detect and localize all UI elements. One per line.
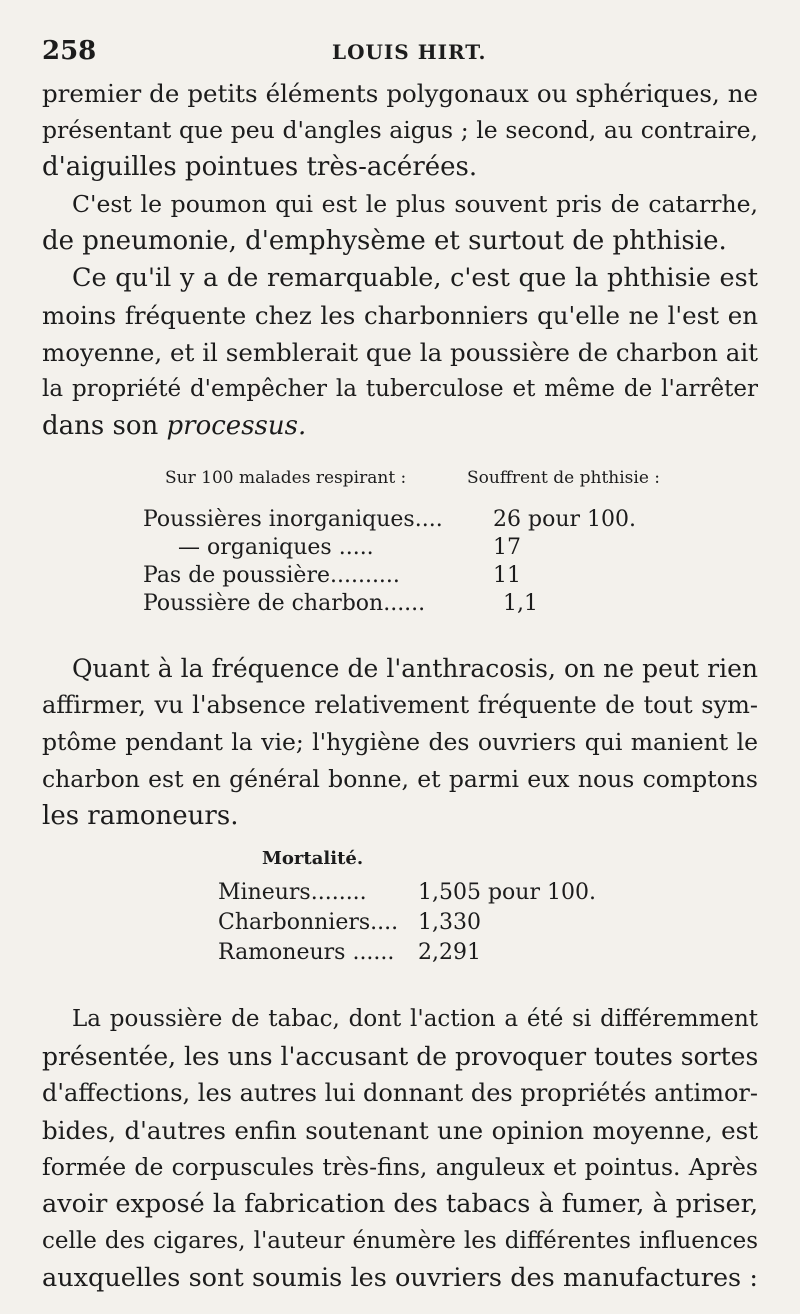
paragraph-4 — [42, 650, 758, 835]
text-line: charbon est en général bonne, et parmi eux nous comptons — [42, 765, 758, 793]
italic-term: processus. — [166, 411, 307, 441]
text-line: moins fréquente chez les charbonniers qu'elle ne l'est en — [42, 301, 758, 330]
row-value: 2,291 — [418, 940, 481, 965]
page-header — [42, 36, 758, 70]
text-line: C'est le poumon qui est le plus souvent pris de catarrhe, — [72, 190, 758, 218]
row-label: Mineurs........ — [218, 880, 367, 905]
text-line: de pneumonie, d'emphysème et surtout de phthisie. — [42, 226, 727, 256]
text-line: Ce qu'il y a de remarquable, c'est que la phthisie est — [72, 263, 758, 293]
row-label: Charbonniers.... — [218, 910, 399, 935]
paragraph-3 — [42, 260, 758, 445]
table-row — [143, 507, 643, 535]
text-line: présentée, les uns l'accusant de provoquer toutes sortes — [42, 1042, 759, 1071]
table-header-left: Sur 100 malades respirant : — [165, 468, 407, 488]
table-row — [143, 591, 643, 619]
row-value: 17 — [493, 535, 521, 560]
text-line: ptôme pendant la vie; l'hygiène des ouvriers qui manient le — [42, 728, 758, 756]
text-line: premier de petits éléments polygonaux ou sphériques, ne — [42, 79, 758, 108]
text-line — [42, 408, 758, 445]
text-line: formée de corpuscules très-fins, anguleux et pointus. Après — [42, 1153, 758, 1181]
text-line: la propriété d'empêcher la tuberculose et même de l'arrêter — [42, 376, 758, 402]
text-line: d'affections, les autres lui donnant des propriétés antimor- — [42, 1079, 759, 1107]
text-line: présentant que peu d'angles aigus ; le second, au contraire, — [42, 116, 758, 144]
text-line: d'aiguilles pointues très-acérées. — [42, 152, 478, 182]
paragraph-1 — [42, 75, 758, 186]
row-value: 11 — [493, 563, 521, 588]
row-label: Poussières inorganiques.... — [143, 507, 443, 532]
text-line: affirmer, vu l'absence relativement fréquente de tout sym- — [42, 691, 758, 719]
table-header-right: Souffrent de phthisie : — [467, 468, 661, 488]
text-line: auxquelles sont soumis les ouvriers des manufactures : — [42, 1263, 758, 1293]
text-line: celle des cigares, l'auteur énumère les différentes influences — [42, 1228, 758, 1254]
paragraph-5 — [42, 1001, 758, 1297]
row-value: 1,1 — [503, 591, 538, 616]
text-line: les ramoneurs. — [42, 801, 239, 831]
paragraph-2 — [42, 186, 758, 260]
text-fragment: dans son — [42, 411, 167, 441]
row-value: 26 pour 100. — [493, 507, 636, 532]
row-label: — organiques ..... — [178, 535, 374, 560]
running-head: LOUIS HIRT. — [332, 40, 487, 64]
page-number: 258 — [42, 36, 97, 66]
text-line: La poussière de tabac, dont l'action a été si différemment — [72, 1006, 758, 1032]
text-line: bides, d'autres enfin soutenant une opinion moyenne, est — [42, 1116, 758, 1145]
table-row — [178, 535, 648, 563]
text-line: avoir exposé la fabrication des tabacs à fumer, à priser, — [42, 1189, 759, 1219]
text-line: Quant à la fréquence de l'anthracosis, on ne peut rien — [72, 654, 758, 683]
row-value: 1,505 pour 100. — [418, 880, 596, 905]
row-label: Ramoneurs ...... — [218, 940, 395, 965]
table-row — [143, 563, 643, 591]
row-label: Poussière de charbon...... — [143, 591, 426, 616]
row-label: Pas de poussière.......... — [143, 563, 400, 588]
text-line: moyenne, et il semblerait que la poussière de charbon ait — [42, 338, 758, 367]
table-title: Mortalité. — [262, 848, 364, 869]
row-value: 1,330 — [418, 910, 481, 935]
